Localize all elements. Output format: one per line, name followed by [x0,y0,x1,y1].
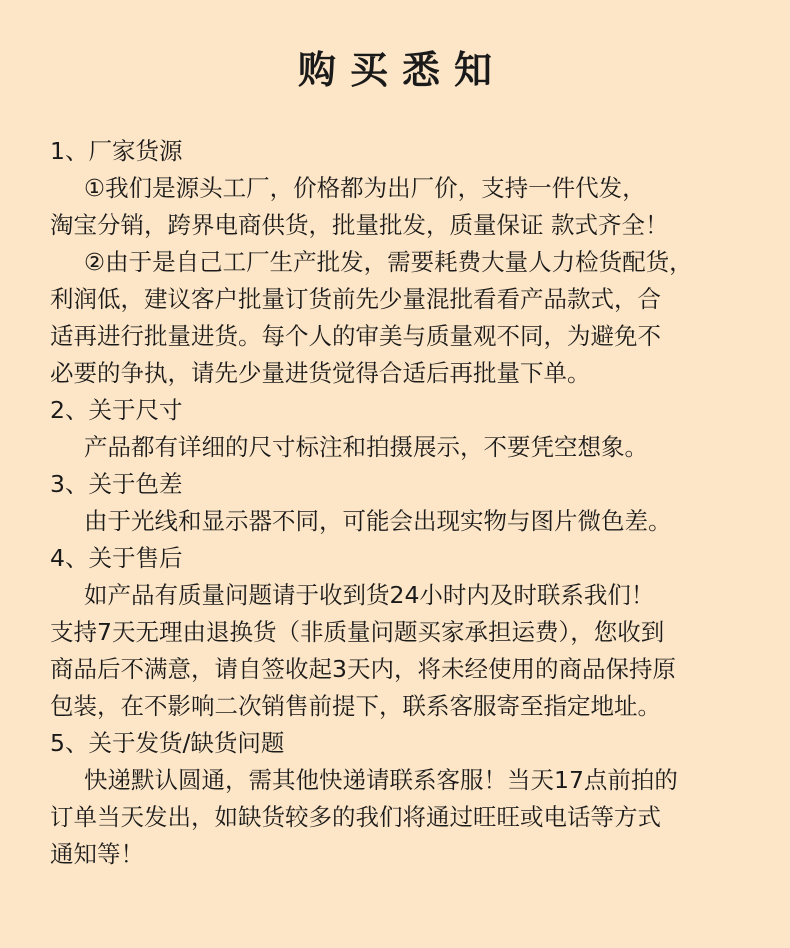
paragraph-line: ①我们是源头工厂，价格都为出厂价，支持一件代发， [84,174,646,202]
paragraph-line: ②由于是自己工厂生产批发，需要耗费大量人力检货配货， [84,248,693,276]
section-heading-shipping: 5、关于发货/缺货问题 [50,729,285,757]
section-heading-after-sales: 4、关于售后 [50,544,183,572]
section-heading-size: 2、关于尺寸 [50,396,183,424]
paragraph-line: 如产品有质量问题请于收到货24小时内及时联系我们！ [84,581,655,609]
paragraph-line: 淘宝分销，跨界电商供货，批量批发，质量保证 款式齐全！ [50,211,669,239]
page-title: 购买悉知 [297,48,506,92]
paragraph-line: 商品后不满意，请自签收起3天内，将未经使用的商品保持原 [50,655,676,683]
paragraph-line: 利润低，建议客户批量订货前先少量混批看看产品款式，合 [50,285,661,313]
paragraph-line: 快递默认圆通，需其他快递请联系客服！当天17点前拍的 [84,766,678,794]
paragraph-line: 适再进行批量进货。每个人的审美与质量观不同，为避免不 [50,322,661,350]
notice-content [50,133,760,873]
paragraph-line: 必要的争执，请先少量进货觉得合适后再批量下单。 [50,359,591,387]
paragraph-line: 订单当天发出，如缺货较多的我们将通过旺旺或电话等方式 [50,803,661,831]
section-heading-source: 1、厂家货源 [50,137,183,165]
paragraph-line: 通知等！ [50,840,144,868]
paragraph-line: 产品都有详细的尺寸标注和拍摄展示，不要凭空想象。 [84,433,648,461]
paragraph-line: 由于光线和显示器不同，可能会出现实物与图片微色差。 [84,507,672,535]
paragraph-line: 支持7天无理由退换货（非质量问题买家承担运费），您收到 [50,618,665,646]
paragraph-line: 包装，在不影响二次销售前提下，联系客服寄至指定地址。 [50,692,661,720]
section-heading-color: 3、关于色差 [50,470,183,498]
